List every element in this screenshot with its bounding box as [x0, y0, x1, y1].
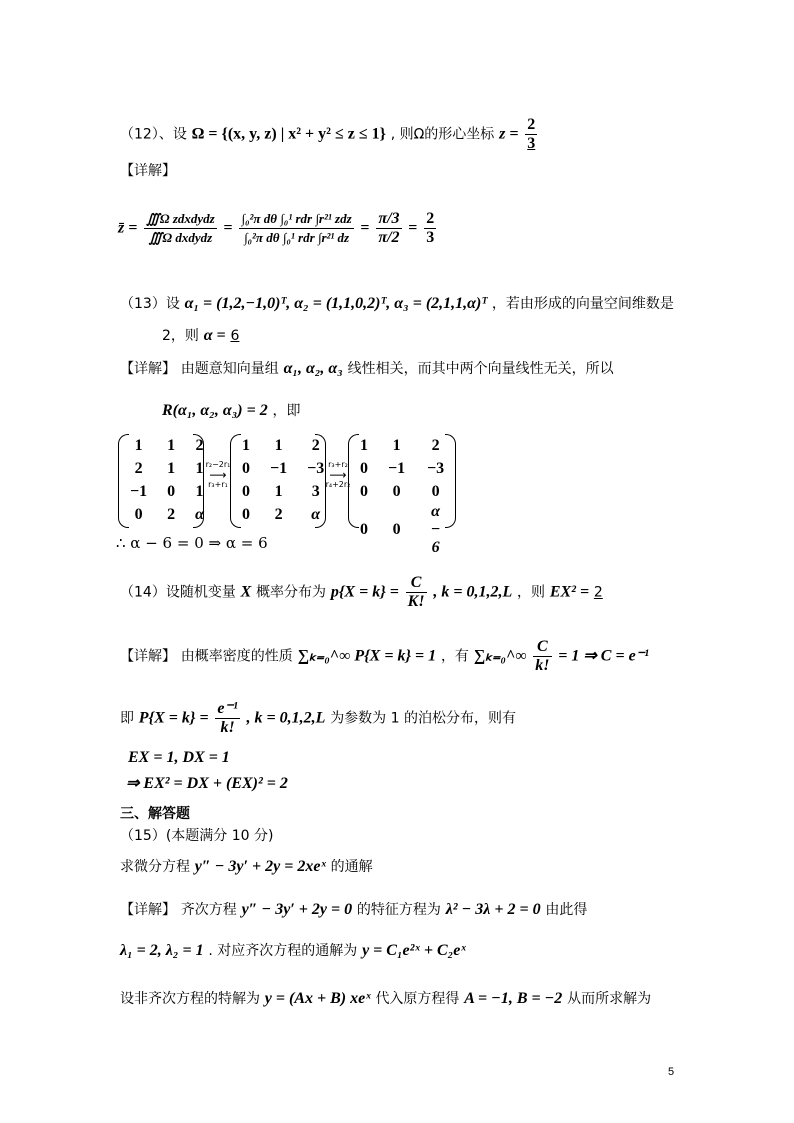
q14-ex-lhs: EX² = — [549, 583, 590, 601]
q13-rank-suffix: ，即 — [272, 403, 301, 419]
matrix-cell: 0 — [360, 482, 368, 500]
matrix-cell: 0 — [360, 459, 368, 477]
q13-rank-line — [162, 400, 301, 421]
q12-mid: , 则Ω的形心坐标 — [390, 126, 495, 143]
q15-d3-b: 代入原方程得 — [375, 991, 460, 1007]
q14-mid: 概率分布为 — [256, 584, 327, 601]
q15-d1-c: 由此得 — [545, 902, 588, 918]
q14-pmf-den: K! — [407, 593, 425, 610]
matrix-row — [350, 457, 456, 480]
arrow-right-icon: ⟶ — [329, 468, 347, 482]
q15-detail-line2 — [120, 940, 466, 961]
q14-line2-post: 为参数为 1 的泊松分布，则有 — [330, 710, 516, 727]
q12-set: Ω = {(x, y, z) | x² + y² ≤ z ≤ 1} — [191, 125, 386, 143]
matrix-cell: 0 — [242, 505, 250, 523]
matrix-2 — [230, 434, 326, 526]
triple-integral-fraction — [144, 210, 217, 247]
page-number: 5 — [668, 1066, 675, 1078]
q14-sum2-post: = 1 ⇒ C = e⁻¹ — [558, 647, 649, 665]
q15-d1-eq: y″ − 3y′ + 2y = 0 — [241, 901, 353, 918]
matrix-cell: 2 — [195, 436, 204, 454]
matrix-cell: 1 — [195, 482, 204, 500]
matrix-cell: 3 — [311, 482, 320, 500]
op1-bot: r₃+r₁ — [208, 480, 228, 489]
matrix-cell: 2 — [311, 436, 320, 454]
q15-detail-line1 — [120, 899, 587, 920]
q13-detail-line — [120, 358, 614, 379]
q13-rank: R(α₁, α₂, α₃) = 2 — [162, 402, 268, 419]
detail-label-4: 【详解】 — [120, 902, 176, 918]
frac3-num: π/3 — [378, 210, 400, 227]
matrix-cell: 0 — [242, 459, 250, 477]
q15-d1-a: 齐次方程 — [180, 902, 237, 918]
matrix-cell: 1 — [167, 436, 176, 454]
matrix-cell: −1 — [388, 459, 406, 477]
q14-sum2-num: C — [533, 638, 551, 657]
q12-solution: z̄ = $\frac{\text{∭Ω zdxdydz}}{\text{∭Ω dxdydz}}$ = $\frac{\text{∫₀²π dθ ∫₀¹ rdr ∫r²¹ zdz}}{\text{∫₀²π dθ ∫₀¹ rdr ∫r²¹ dz}}$ = $\frac{\pi/3}{\pi/2}$ = $\frac{2}{3}$ — [118, 210, 435, 246]
result-fraction — [424, 210, 436, 247]
q15-roots: λ₁ = 2, λ₂ = 1 — [120, 942, 204, 959]
frac2-num: ∫₀²π dθ ∫₀¹ rdr ∫r²¹ zdz — [239, 210, 353, 229]
q13-answer-lhs: α = — [203, 327, 226, 344]
matrix-cell: 2 — [274, 505, 283, 523]
q14-text-a: 由概率密度的性质 — [180, 648, 293, 665]
q12-num: 2 — [527, 116, 536, 133]
q15-tail: 的通解 — [330, 859, 373, 875]
q14-sum2-den: k! — [535, 657, 550, 674]
q14-line — [120, 574, 603, 611]
q14-pk-tail: , k = 0,1,2,L — [246, 709, 326, 727]
q15-d1-char: λ² − 3λ + 2 = 0 — [445, 901, 541, 918]
q15-text: 求微分方程 — [120, 859, 190, 875]
detail-label-2: 【详解】 — [120, 361, 176, 377]
q14-pmf-lhs: p{X = k} = — [330, 583, 399, 601]
matrix-cell: 0 — [431, 482, 440, 500]
frac1-den: ∭Ω dxdydz — [148, 230, 213, 245]
q14-eq1: EX = 1, DX = 1 — [128, 749, 230, 766]
q15-line — [120, 856, 373, 877]
cylindrical-fraction — [239, 210, 353, 247]
op2-bot: r₄+2r₂ — [325, 480, 351, 489]
q14-sum2-fraction — [533, 638, 551, 675]
result-den: 3 — [426, 229, 435, 246]
arrow-right-icon: ⟶ — [209, 468, 227, 482]
matrix-cell: α — [311, 505, 321, 523]
q14-pk-lhs: P{X = k} = — [138, 709, 209, 727]
q13-line2 — [162, 325, 239, 346]
q13-text-b: 线性相关，而其中两个向量线性无关，所以 — [347, 361, 614, 377]
q14-poisson-line — [120, 700, 516, 737]
op1-top: r₂−2r₁ — [205, 460, 231, 469]
matrix-cell: 1 — [134, 436, 143, 454]
row-op-1 — [204, 460, 232, 490]
q14-line2-pre: 即 — [120, 710, 134, 727]
q15-d2-a: . 对应齐次方程的通解为 — [208, 943, 358, 959]
matrix-row — [350, 480, 456, 503]
matrix-cell: α — [195, 505, 204, 523]
matrix-cell: 0 — [167, 482, 176, 500]
q14-prefix: （14）设随机变量 — [120, 584, 236, 601]
q14-pk-den: k! — [220, 719, 235, 736]
matrix-cell: 0 — [134, 505, 143, 523]
matrix-cell: 1 — [360, 436, 368, 454]
q14-text-b: ，有 — [440, 648, 469, 665]
q14-pmf-num: C — [406, 574, 427, 593]
q14-pk-fraction — [215, 700, 239, 737]
q14-then: ，则 — [517, 584, 546, 601]
matrix-cell: 1 — [167, 459, 176, 477]
matrix-cell: −3 — [307, 459, 325, 477]
q13-text-a: 由题意知向量组 — [180, 361, 279, 377]
matrix-cell: α − 6 — [430, 503, 441, 556]
matrix-cell: 1 — [242, 436, 250, 454]
matrix-3 — [348, 434, 456, 557]
matrix-cell: −1 — [270, 459, 288, 477]
q14-sum1: ∑ₖ₌₀^∞ P{X = k} = 1 — [297, 647, 437, 665]
matrix-cell: 1 — [274, 436, 283, 454]
zbar-lhs: z̄ = — [118, 219, 138, 237]
q13-group: α₁, α₂, α₃ — [283, 360, 343, 377]
frac1-num: ∭Ω zdxdydz — [144, 210, 217, 229]
q12-prefix: （12）、设 — [120, 126, 187, 143]
q12-den: 3 — [527, 135, 536, 152]
matrix-row — [350, 434, 456, 457]
q13-answer: 6 — [230, 328, 240, 344]
q13-vectors: α₁ = (1,2,−1,0)ᵀ, α₂ = (1,1,0,2)ᵀ, α₃ = (2,1,1,α)ᵀ — [184, 295, 488, 312]
matrix-1 — [118, 434, 204, 526]
q14-var: X — [240, 583, 252, 601]
matrix-cell: 0 — [360, 521, 368, 538]
q14-pmf-fraction — [406, 574, 427, 611]
matrix-cell: 1 — [274, 482, 283, 500]
q12-fraction — [525, 116, 537, 153]
matrix-cell: 0 — [392, 482, 401, 500]
q15-particular-form: y = (Ax + B) xeˣ — [264, 990, 371, 1007]
matrix-cell: −3 — [427, 459, 445, 477]
op2-top: r₃+r₂ — [328, 460, 348, 469]
q13-line — [120, 293, 674, 314]
q15-gen-solution: y = C₁e²ˣ + C₂eˣ — [362, 942, 466, 959]
pi-fraction — [376, 210, 401, 247]
matrix-cell: 0 — [392, 521, 401, 538]
matrix-cell: 2 — [431, 436, 440, 454]
q15-eq: y″ − 3y′ + 2y = 2xeˣ — [194, 858, 326, 875]
q15-d3-a: 设非齐次方程的特解为 — [120, 991, 260, 1007]
q14-eq2: ⇒ EX² = DX + (EX)² = 2 — [126, 775, 288, 792]
q15-d1-b: 的特征方程为 — [356, 902, 441, 918]
q13-prefix: （13）设 — [120, 296, 180, 312]
q14-pmf-tail: , k = 0,1,2,L — [433, 583, 513, 601]
detail-label-1: 【详解】 — [120, 163, 176, 179]
q15-detail-line3 — [120, 988, 651, 1009]
matrix-row — [350, 503, 456, 557]
section3-title: 三、解答题 — [120, 806, 190, 822]
q13-line2-pre: 2，则 — [162, 328, 199, 344]
q15-d3-c: 从而所求解为 — [567, 991, 652, 1007]
matrix-cell: 2 — [134, 459, 143, 477]
frac3-den: π/2 — [378, 229, 400, 246]
q12-z-eq: z = — [499, 125, 519, 143]
detail-label-3: 【详解】 — [120, 648, 176, 665]
frac2-den: ∫₀²π dθ ∫₀¹ rdr ∫r²¹ dz — [243, 230, 350, 245]
matrix-cell: 0 — [242, 482, 250, 500]
matrix-cell: 1 — [392, 436, 401, 454]
matrix-cell: 1 — [195, 459, 204, 477]
q14-sum2-pre: ∑ₖ₌₀^∞ — [473, 647, 527, 665]
q15-coeffs: A = −1, B = −2 — [464, 990, 563, 1007]
q13-suffix: ，若由形成的向量空间维数是 — [491, 296, 674, 312]
result-num: 2 — [426, 210, 435, 227]
q14-detail-line — [120, 638, 649, 675]
q14-pk-num: e⁻¹ — [217, 700, 238, 717]
matrix-cell: 2 — [167, 505, 176, 523]
matrix-cell: −1 — [130, 482, 148, 500]
q12-line — [120, 116, 539, 153]
q14-answer: 2 — [593, 584, 603, 601]
q13-conclusion: ∴ α − 6 = 0 ⇒ α = 6 — [116, 534, 268, 552]
q15-head: （15）(本题满分 10 分) — [120, 828, 274, 844]
